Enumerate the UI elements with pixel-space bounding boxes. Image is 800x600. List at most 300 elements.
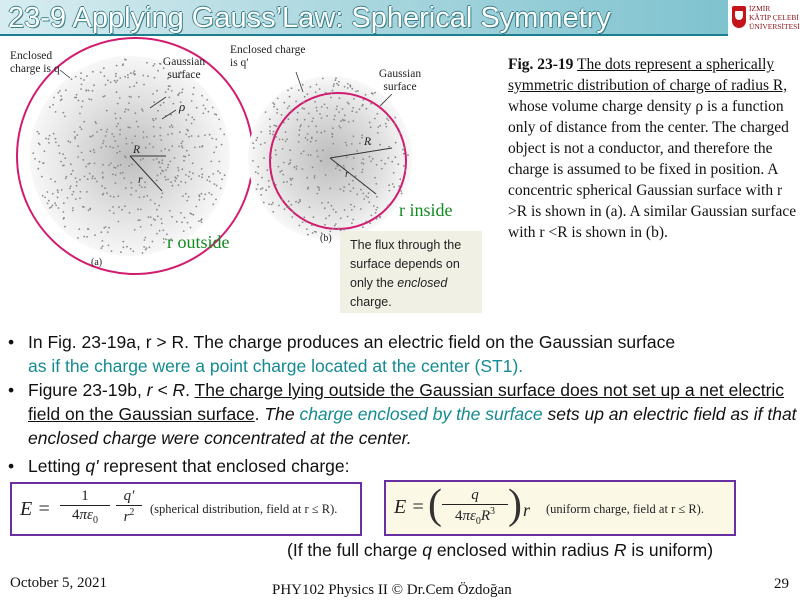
charge-dot [273, 106, 275, 108]
charge-dot [215, 199, 217, 201]
charge-dot [128, 165, 130, 167]
charge-dot [338, 228, 340, 230]
charge-dot [152, 241, 154, 243]
charge-dot [392, 183, 394, 185]
charge-dot [142, 158, 144, 160]
charge-dot [273, 131, 275, 133]
charge-dot [164, 148, 166, 150]
charge-dot [124, 111, 126, 113]
charge-dot [335, 211, 337, 213]
charge-dot [403, 153, 405, 155]
charge-dot [181, 92, 183, 94]
charge-dot [156, 90, 158, 92]
charge-dot [361, 137, 363, 139]
charge-dot [165, 169, 167, 171]
charge-dot [314, 101, 316, 103]
charge-dot [348, 103, 350, 105]
charge-dot [216, 114, 218, 116]
charge-dot [69, 141, 71, 143]
charge-dot [134, 135, 136, 137]
charge-dot [176, 221, 178, 223]
charge-dot [344, 209, 346, 211]
charge-dot [320, 160, 322, 162]
charge-dot [49, 106, 51, 108]
caption-underlined: The dots represent a spherically symmetric distribution of charge of radius R, [508, 56, 788, 94]
title-bar [0, 0, 728, 36]
charge-dot [103, 227, 105, 229]
charge-dot [295, 201, 297, 203]
charge-dot [159, 167, 161, 169]
charge-dot [156, 158, 158, 160]
charge-dot [375, 212, 377, 214]
charge-dot [129, 86, 131, 88]
charge-dot [351, 209, 353, 211]
charge-dot [128, 102, 130, 104]
charge-dot [121, 209, 123, 211]
charge-dot [332, 127, 334, 129]
charge-dot [278, 166, 280, 168]
charge-dot [334, 115, 336, 117]
charge-dot [287, 90, 289, 92]
charge-dot [156, 233, 158, 235]
charge-dot [277, 98, 279, 100]
charge-dot [93, 84, 95, 86]
charge-dot [394, 123, 396, 125]
charge-dot [89, 173, 91, 175]
charge-dot [272, 211, 274, 213]
charge-dot [324, 207, 326, 209]
charge-dot [171, 124, 173, 126]
charge-dot [310, 141, 312, 143]
charge-dot [191, 100, 193, 102]
charge-dot [276, 112, 278, 114]
charge-dot [161, 223, 163, 225]
charge-dot [54, 181, 56, 183]
charge-dot [325, 92, 327, 94]
charge-dot [333, 209, 335, 211]
charge-dot [80, 88, 82, 90]
charge-dot [125, 157, 127, 159]
charge-dot [263, 157, 265, 159]
charge-dot [281, 199, 283, 201]
charge-dot [307, 234, 309, 236]
charge-dot [362, 169, 364, 171]
footer-course: PHY102 Physics II © Dr.Cem Özdoğan [272, 582, 512, 598]
charge-dot [119, 134, 121, 136]
charge-dot [311, 224, 313, 226]
charge-dot [88, 210, 90, 212]
flux-note-line-4: charge. [350, 295, 392, 309]
charge-dot [369, 122, 371, 124]
charge-dot [343, 186, 345, 188]
charge-dot [217, 170, 219, 172]
charge-dot [105, 146, 107, 148]
charge-dot [290, 184, 292, 186]
charge-dot [145, 237, 147, 239]
charge-dot [359, 142, 361, 144]
charge-dot [150, 224, 152, 226]
charge-dot [81, 152, 83, 154]
charge-dot [326, 107, 328, 109]
charge-dot [126, 143, 128, 145]
charge-dot [344, 114, 346, 116]
charge-dot [70, 163, 72, 165]
charge-dot [70, 173, 72, 175]
charge-dot [362, 193, 364, 195]
charge-dot [255, 171, 257, 173]
charge-dot [130, 248, 132, 250]
charge-dot [110, 82, 112, 84]
charge-dot [119, 97, 121, 99]
charge-dot [45, 138, 47, 140]
charge-dot [329, 188, 331, 190]
charge-dot [162, 229, 164, 231]
charge-dot [370, 103, 372, 105]
charge-dot [302, 168, 304, 170]
charge-dot [307, 133, 309, 135]
charge-dot [113, 167, 115, 169]
charge-dot [296, 166, 298, 168]
charge-dot [88, 98, 90, 100]
charge-dot [64, 157, 66, 159]
charge-dot [288, 118, 290, 120]
charge-dot [198, 175, 200, 177]
charge-dot [163, 102, 165, 104]
charge-dot [86, 191, 88, 193]
charge-dot [387, 157, 389, 159]
charge-dot [404, 170, 406, 172]
charge-dot [310, 86, 312, 88]
charge-dot [92, 135, 94, 137]
charge-dot [201, 146, 203, 148]
charge-dot [172, 103, 174, 105]
charge-dot [279, 171, 281, 173]
charge-dot [327, 202, 329, 204]
bullet-dot: • [8, 456, 15, 476]
charge-dot [117, 145, 119, 147]
charge-dot [349, 84, 351, 86]
charge-dot [343, 165, 345, 167]
figure-number: Fig. 23-19 [508, 56, 574, 73]
charge-dot [149, 143, 151, 145]
charge-dot [348, 121, 350, 123]
charge-dot [269, 126, 271, 128]
charge-dot [354, 206, 356, 208]
charge-dot [66, 176, 68, 178]
charge-dot [333, 119, 335, 121]
charge-dot [135, 112, 137, 114]
charge-dot [174, 180, 176, 182]
charge-dot [201, 193, 203, 195]
charge-dot [350, 190, 352, 192]
charge-dot [94, 151, 96, 153]
charge-dot [388, 146, 390, 148]
charge-dot [187, 222, 189, 224]
charge-dot [276, 125, 278, 127]
charge-dot [275, 136, 277, 138]
charge-dot [350, 204, 352, 206]
charge-dot [363, 198, 365, 200]
charge-dot [302, 221, 304, 223]
charge-dot [387, 205, 389, 207]
charge-dot [152, 93, 154, 95]
charge-dot [82, 159, 84, 161]
eq2-paren-left: ( [428, 482, 442, 528]
charge-dot [388, 119, 390, 121]
charge-dot [336, 108, 338, 110]
charge-dot [290, 178, 292, 180]
charge-dot [388, 184, 390, 186]
charge-dot [309, 206, 311, 208]
charge-dot [374, 118, 376, 120]
charge-dot [332, 143, 334, 145]
charge-dot [395, 156, 397, 158]
gaussian-surface-label-b: Gaussian surface [378, 68, 422, 93]
charge-dot [137, 126, 139, 128]
charge-dot [221, 144, 223, 146]
charge-dot [201, 218, 203, 220]
charge-dot [90, 136, 92, 138]
charge-dot [273, 125, 275, 127]
charge-dot [282, 174, 284, 176]
charge-dot [215, 146, 217, 148]
charge-dot [171, 133, 173, 135]
charge-dot [312, 166, 314, 168]
charge-dot [256, 137, 258, 139]
charge-dot [400, 190, 402, 192]
charge-dot [285, 131, 287, 133]
charge-dot [212, 203, 214, 205]
charge-dot [118, 206, 120, 208]
charge-dot [77, 156, 79, 158]
charge-dot [318, 187, 320, 189]
charge-dot [338, 84, 340, 86]
charge-dot [161, 170, 163, 172]
charge-dot [53, 97, 55, 99]
charge-dot [335, 168, 337, 170]
charge-dot [146, 247, 148, 249]
charge-dot [321, 202, 323, 204]
charge-dot [344, 86, 346, 88]
charge-dot [82, 100, 84, 102]
charge-dot [183, 155, 185, 157]
charge-dot [109, 146, 111, 148]
charge-dot [352, 180, 354, 182]
charge-dot [353, 135, 355, 137]
charge-dot [218, 161, 220, 163]
charge-dot [170, 114, 172, 116]
charge-dot [209, 181, 211, 183]
charge-dot [77, 145, 79, 147]
charge-dot [316, 110, 318, 112]
charge-dot [87, 178, 89, 180]
charge-dot [167, 179, 169, 181]
charge-dot [186, 150, 188, 152]
panel-b-diagram [248, 72, 412, 240]
R-label-b: R [364, 136, 372, 148]
charge-dot [124, 59, 126, 61]
charge-dot [181, 168, 183, 170]
charge-dot [171, 90, 173, 92]
charge-dot [377, 113, 379, 115]
charge-dot [316, 150, 318, 152]
flux-note [340, 231, 482, 313]
charge-dot [288, 105, 290, 107]
charge-dot [81, 128, 83, 130]
charge-dot [113, 212, 115, 214]
charge-dot [159, 135, 161, 137]
charge-dot [162, 192, 164, 194]
charge-dot [191, 135, 193, 137]
charge-dot [290, 159, 292, 161]
charge-dot [37, 168, 39, 170]
charge-dot [185, 174, 187, 176]
charge-dot [153, 120, 155, 122]
charge-dot [102, 176, 104, 178]
charge-dot [34, 158, 36, 160]
charge-dot [113, 196, 115, 198]
eq1-frac1: 1 $4\pi\varepsilon_0$ [60, 488, 110, 526]
charge-dot [172, 126, 174, 128]
charge-dot [289, 96, 291, 98]
charge-dot [393, 172, 395, 174]
charge-dot [340, 127, 342, 129]
charge-dot [337, 165, 339, 167]
charge-dot [114, 113, 116, 115]
charge-dot [89, 162, 91, 164]
charge-dot [389, 190, 391, 192]
charge-dot [170, 181, 172, 183]
charge-dot [64, 226, 66, 228]
charge-dot [308, 113, 310, 115]
charge-dot [384, 163, 386, 165]
charge-dot [107, 231, 109, 233]
charge-dot [269, 130, 271, 132]
charge-dot [100, 71, 102, 73]
charge-dot [55, 141, 57, 143]
charge-dot [278, 205, 280, 207]
charge-dot [70, 185, 72, 187]
enclosed-charge-label-a: Enclosed charge is q [10, 50, 60, 75]
charge-dot [186, 200, 188, 202]
eq2-r: r [523, 500, 531, 520]
charge-dot [135, 190, 137, 192]
charge-dot [334, 225, 336, 227]
charge-dot [165, 91, 167, 93]
charge-dot [311, 121, 313, 123]
charge-dot [168, 97, 170, 99]
charge-dot [146, 62, 148, 64]
charge-dot [161, 196, 163, 198]
charge-dot [127, 109, 129, 111]
charge-dot [92, 175, 94, 177]
charge-dot [308, 126, 310, 128]
charge-dot [80, 191, 82, 193]
charge-dot [156, 209, 158, 211]
charge-dot [286, 206, 288, 208]
charge-dot [352, 120, 354, 122]
charge-dot [122, 64, 124, 66]
charge-dot [92, 90, 94, 92]
charge-dot [115, 118, 117, 120]
charge-dot [79, 126, 81, 128]
charge-dot [300, 124, 302, 126]
charge-dot [288, 163, 290, 165]
charge-dot [190, 178, 192, 180]
charge-dot [137, 219, 139, 221]
charge-dot [50, 178, 52, 180]
logo-line-1: İZMİR [749, 4, 771, 13]
charge-dot [62, 153, 64, 155]
charge-dot [179, 131, 181, 133]
charge-dot [39, 144, 41, 146]
charge-dot [362, 99, 364, 101]
charge-dot [140, 226, 142, 228]
charge-dot [100, 231, 102, 233]
charge-dot [187, 114, 189, 116]
charge-dot [208, 176, 210, 178]
charge-dot [302, 84, 304, 86]
charge-dot [150, 216, 152, 218]
charge-dot [180, 143, 182, 145]
charge-dot [183, 160, 185, 162]
panel-a-label: (a) [91, 257, 103, 268]
charge-dot [143, 84, 145, 86]
charge-dot [325, 174, 327, 176]
charge-dot [52, 193, 54, 195]
charge-dot [112, 147, 114, 149]
charge-dot [315, 231, 317, 233]
charge-dot [366, 108, 368, 110]
charge-dot [322, 78, 324, 80]
charge-dot [73, 191, 75, 193]
charge-dot [102, 194, 104, 196]
charge-dot [292, 211, 294, 213]
charge-dot [116, 80, 118, 82]
charge-dot [123, 177, 125, 179]
charge-dot [331, 133, 333, 135]
bullet-1-highlight: as if the charge were a point charge located at the center (ST1). [28, 356, 524, 376]
charge-dot [96, 181, 98, 183]
charge-dot [54, 202, 56, 204]
charge-dot [53, 133, 55, 135]
charge-dot [91, 178, 93, 180]
charge-dot [37, 131, 39, 133]
charge-dot [298, 141, 300, 143]
charge-dot [379, 144, 381, 146]
charge-dot [299, 126, 301, 128]
charge-dot [401, 193, 403, 195]
charge-dot [38, 133, 40, 135]
charge-dot [360, 208, 362, 210]
charge-dot [199, 146, 201, 148]
charge-dot [129, 127, 131, 129]
charge-dot [201, 95, 203, 97]
charge-dot [332, 228, 334, 230]
charge-dot [158, 205, 160, 207]
charge-dot [144, 186, 146, 188]
charge-dot [286, 181, 288, 183]
charge-dot [78, 100, 80, 102]
charge-dot [55, 205, 57, 207]
charge-dot [130, 72, 132, 74]
R-label-a: R [133, 144, 141, 156]
charge-dot [86, 236, 88, 238]
rho-label-a: ρ [179, 99, 186, 114]
charge-dot [127, 126, 129, 128]
charge-dot [201, 173, 203, 175]
charge-dot [312, 232, 314, 234]
